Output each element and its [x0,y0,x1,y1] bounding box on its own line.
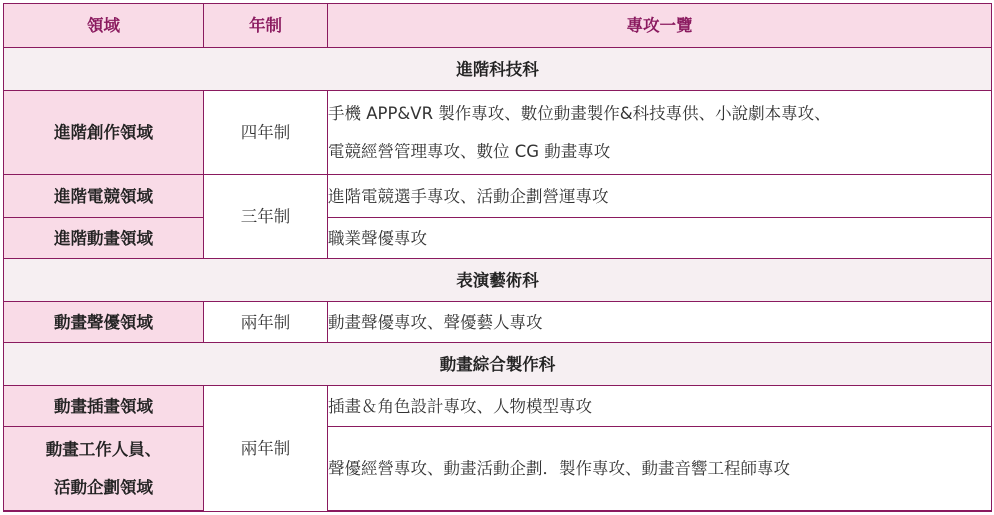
courses-line: 電競經營管理專攻、數位 CG 動畫專攻 [328,141,611,161]
department-row-performing-arts [4,259,992,302]
courses-cell: 聲優經營專攻、動畫活動企劃．製作專攻、動畫音響工程師專攻 [328,427,992,511]
header-courses: 專攻一覽 [328,4,992,48]
years-cell: 兩年制 [204,386,328,511]
field-name: 進階創作領域 [4,91,204,175]
table-row [4,386,992,427]
header-years: 年制 [204,4,328,48]
department-title: 進階科技科 [4,48,992,91]
courses-line: 手機 APP&VR 製作專攻、數位動畫製作&科技專供、小說劇本專攻、 [328,103,831,123]
department-row-advanced-tech [4,48,992,91]
table-row [4,302,992,343]
department-title: 動畫綜合製作科 [4,343,992,386]
courses-cell: 插畫＆角色設計專攻、人物模型專攻 [328,386,992,427]
table-row [4,427,992,511]
department-title: 表演藝術科 [4,259,992,302]
courses-cell [328,91,992,175]
years-cell: 兩年制 [204,302,328,343]
header-field: 領域 [4,4,204,48]
program-table [3,3,992,512]
courses-cell: 職業聲優專攻 [328,218,992,259]
table-row [4,91,992,175]
years-cell: 四年制 [204,91,328,175]
table-row [4,175,992,218]
field-name: 動畫聲優領域 [4,302,204,343]
field-name-line: 動畫工作人員、 [45,439,162,459]
table-header-row [4,4,992,48]
field-name [4,427,204,511]
field-name: 進階動畫領域 [4,218,204,259]
field-name: 進階電競領域 [4,175,204,218]
courses-cell: 動畫聲優專攻、聲優藝人專攻 [328,302,992,343]
courses-cell: 進階電競選手專攻、活動企劃營運專攻 [328,175,992,218]
field-name: 動畫插畫領域 [4,386,204,427]
field-name-line: 活動企劃領域 [54,477,153,497]
years-cell: 三年制 [204,175,328,259]
department-row-animation-production [4,343,992,386]
table-row [4,218,992,259]
